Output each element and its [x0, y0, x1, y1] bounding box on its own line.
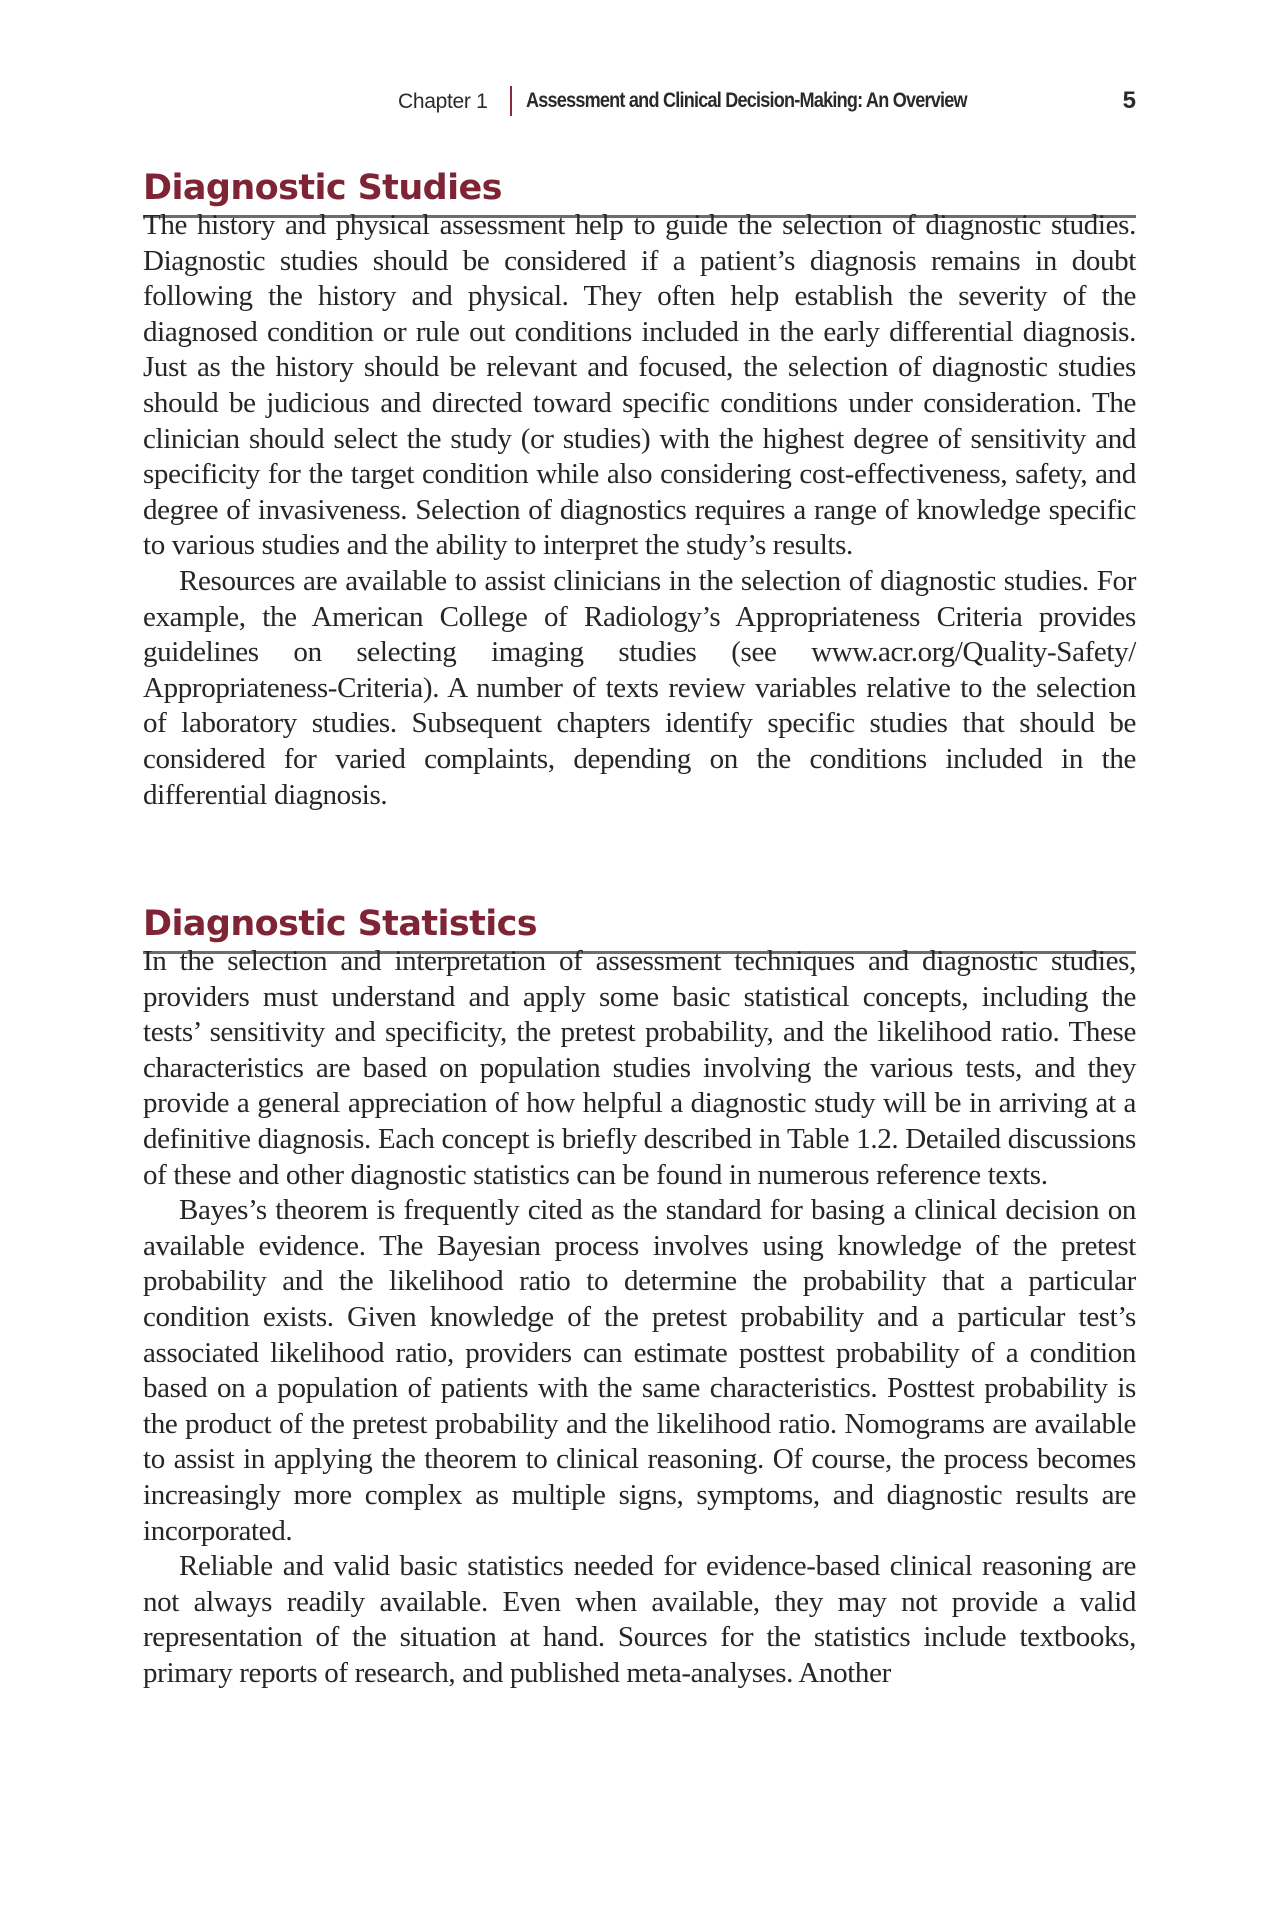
paragraph: Reliable and valid basic statistics needed for evidence-based clinical reasoning are not always readily available. Even when available, they may not provide a valid representation of the situation at hand. Sources for the statistics include textbooks, primary reports of research, and published meta-analyses. Another	[143, 1550, 1136, 1689]
running-head-divider	[510, 86, 512, 116]
paragraph: In the selection and interpretation of assessment techniques and diagnostic studies, providers must understand and apply some basic statistical concepts, including the tests’ sensitivity and specificity, the pretest probability, and the likelihood ratio. These characteristics are based on population studies involving the various tests, and they provide a general appreciation of how helpful a diagnostic study will be in arriving at a definitive diagnosis. Each concept is briefly described in Table 1.2. Detailed discussions of these and other diagnostic statistics can be found in numerous reference texts.	[143, 945, 1136, 1191]
chapter-title: Assessment and Clinical Decision-Making: An Overview	[526, 89, 967, 112]
section-heading-diagnostic-statistics: Diagnostic Statistics	[143, 903, 1136, 954]
paragraph: Resources are available to assist clinicians in the selection of diagnostic studies. For example, the American College of Radiology’s Appropriateness Criteria provides guidelines on selecting imaging studies (see www.acr.org/Quality-Safety/ Appropriateness-Criteria). A number of texts review variables relative to the selection of laboratory studies. Subsequent chapters identify specific studies that should be considered for varied complaints, depending on the conditions included in the differential diagnosis.	[143, 564, 1136, 811]
running-head	[143, 86, 1136, 120]
section-heading-diagnostic-studies: Diagnostic Studies	[143, 167, 1136, 218]
paragraph: The history and physical assessment help to guide the selection of diagnostic studies. Diagnostic studies should be considered if a patient’s diagnosis remains in doubt following the history and physical. They often help establish the severity of the diagnosed condition or rule out conditions included in the early differential diagnosis. Just as the history should be relevant and focused, the selection of diagnostic studies should be judicious and directed toward specific conditions under consideration. The clinician should select the study (or studies) with the highest degree of sensitivity and specificity for the target condition while also considering cost-effectiveness, safety, and degree of invasiveness. Selection of diagnostics requires a range of knowledge specific to various studies and the ability to interpret the study’s results.	[143, 209, 1136, 562]
section-body-diagnostic-studies	[143, 208, 1136, 813]
page-number: 5	[1122, 87, 1136, 114]
chapter-label: Chapter 1	[398, 90, 488, 113]
section-body-diagnostic-statistics	[143, 944, 1136, 1691]
paragraph: Bayes’s theorem is frequently cited as the standard for basing a clinical decision on available evidence. The Bayesian process involves using knowledge of the pretest probability and the likelihood ratio to determine the probability that a particular condition exists. Given knowledge of the pretest probability and a particular test’s associated likelihood ratio, providers can estimate posttest probability of a condition based on a population of patients with the same characteristics. Posttest probability is the product of the pretest probability and the likelihood ratio. Nomograms are available to assist in applying the theorem to clinical reasoning. Of course, the process becomes increasingly more complex as multiple signs, symptoms, and diagnostic results are incorporated.	[143, 1194, 1136, 1547]
